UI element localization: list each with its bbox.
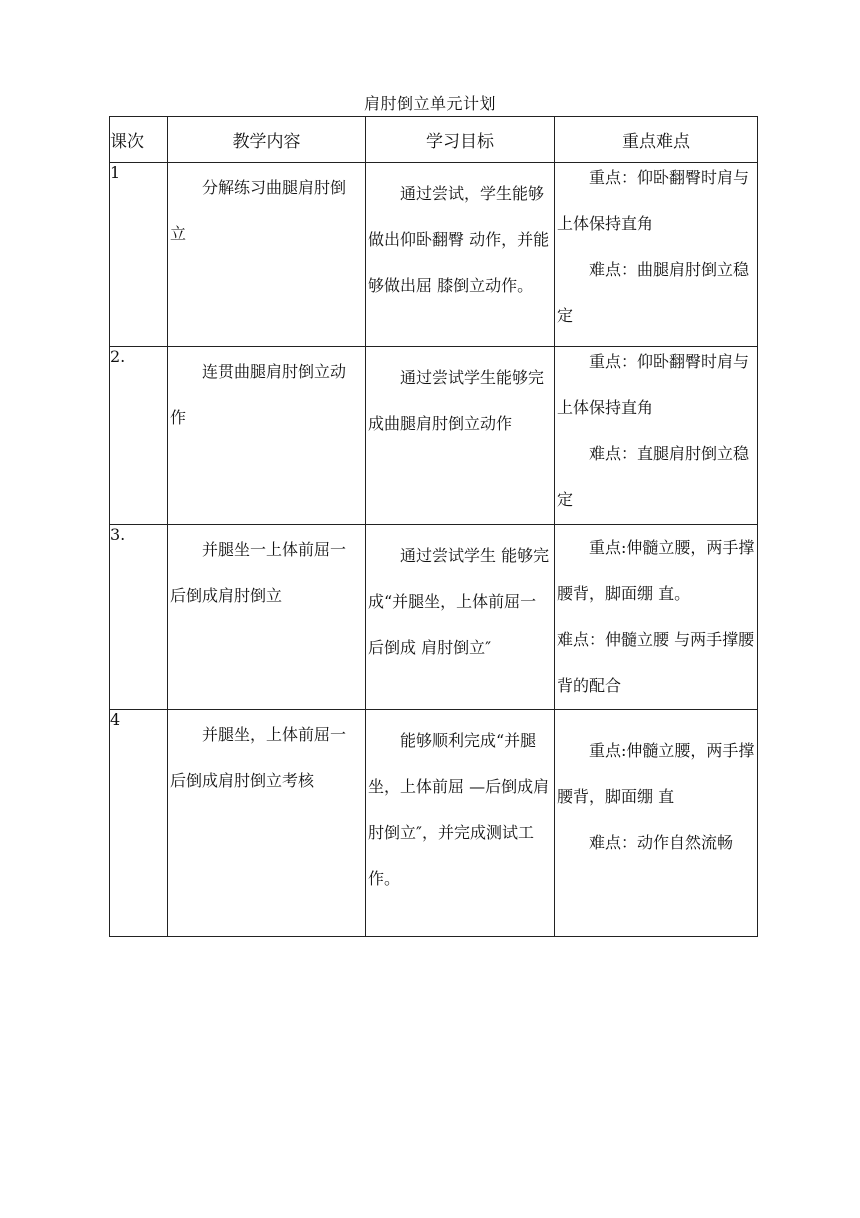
lesson-number: 3. [110,525,168,710]
lesson-goal: 通过尝试，学生能够做出仰卧翻臀 动作，并能够做出屈 膝倒立动作。 [368,184,550,295]
key-cell [555,163,758,347]
header-lesson: 课次 [110,117,168,163]
key-points [555,155,757,339]
key-point: 重点:伸髓立腰，两手撑腰背，脚面绷 直。 [557,538,755,603]
key-points [555,525,757,709]
difficulty-point: 难点：直腿肩肘倒立稳定 [557,444,750,509]
table-row [110,163,758,347]
lesson-goal: 通过尝试学生 能够完成“并腿坐，上体前屈一后倒成 肩肘倒立″ [368,546,550,657]
content-cell [168,525,366,710]
header-key-points: 重点难点 [555,117,758,163]
table-row [110,710,758,937]
content-cell [168,347,366,525]
lesson-goal: 能够顺利完成“并腿坐，上体前屈 —后倒成肩肘倒立″，并完成测试工作。 [368,731,550,888]
lesson-content: 分解练习曲腿肩肘倒立 [170,178,347,243]
difficulty-point: 难点：动作自然流畅 [589,833,734,852]
key-point: 重点：仰卧翻臀时肩与上体保持直角 [557,352,750,417]
key-cell [555,710,758,937]
table-row [110,525,758,710]
lesson-content: 并腿坐，上体前屈一后倒成肩肘倒立考核 [170,725,347,790]
goal-cell [366,347,555,525]
goal-cell [366,710,555,937]
goal-cell [366,525,555,710]
header-content: 教学内容 [168,117,366,163]
difficulty-point: 难点：曲腿肩肘倒立稳定 [557,260,750,325]
key-cell [555,525,758,710]
key-point: 重点：仰卧翻臀时肩与上体保持直角 [557,168,750,233]
content-cell [168,710,366,937]
lesson-goal: 通过尝试学生能够完成曲腿肩肘倒立动作 [368,368,545,433]
table-row [110,347,758,525]
lesson-content: 并腿坐一上体前屈一后倒成肩肘倒立 [170,540,347,605]
document-title: 肩肘倒立单元计划 [363,94,496,113]
goal-cell [366,163,555,347]
content-cell [168,163,366,347]
lesson-content: 连贯曲腿肩肘倒立动作 [170,362,347,427]
key-cell [555,347,758,525]
lesson-number: 1 [110,163,168,347]
key-points [555,728,757,866]
header-goal: 学习目标 [366,117,555,163]
lesson-number: 2. [110,347,168,525]
key-points [555,339,757,523]
unit-plan-table [109,116,758,937]
key-point: 重点:伸髓立腰，两手撑腰背，脚面绷 直 [557,741,755,806]
lesson-number: 4 [110,710,168,937]
difficulty-point: 难点：伸髓立腰 与两手撑腰背的配合 [557,630,755,695]
